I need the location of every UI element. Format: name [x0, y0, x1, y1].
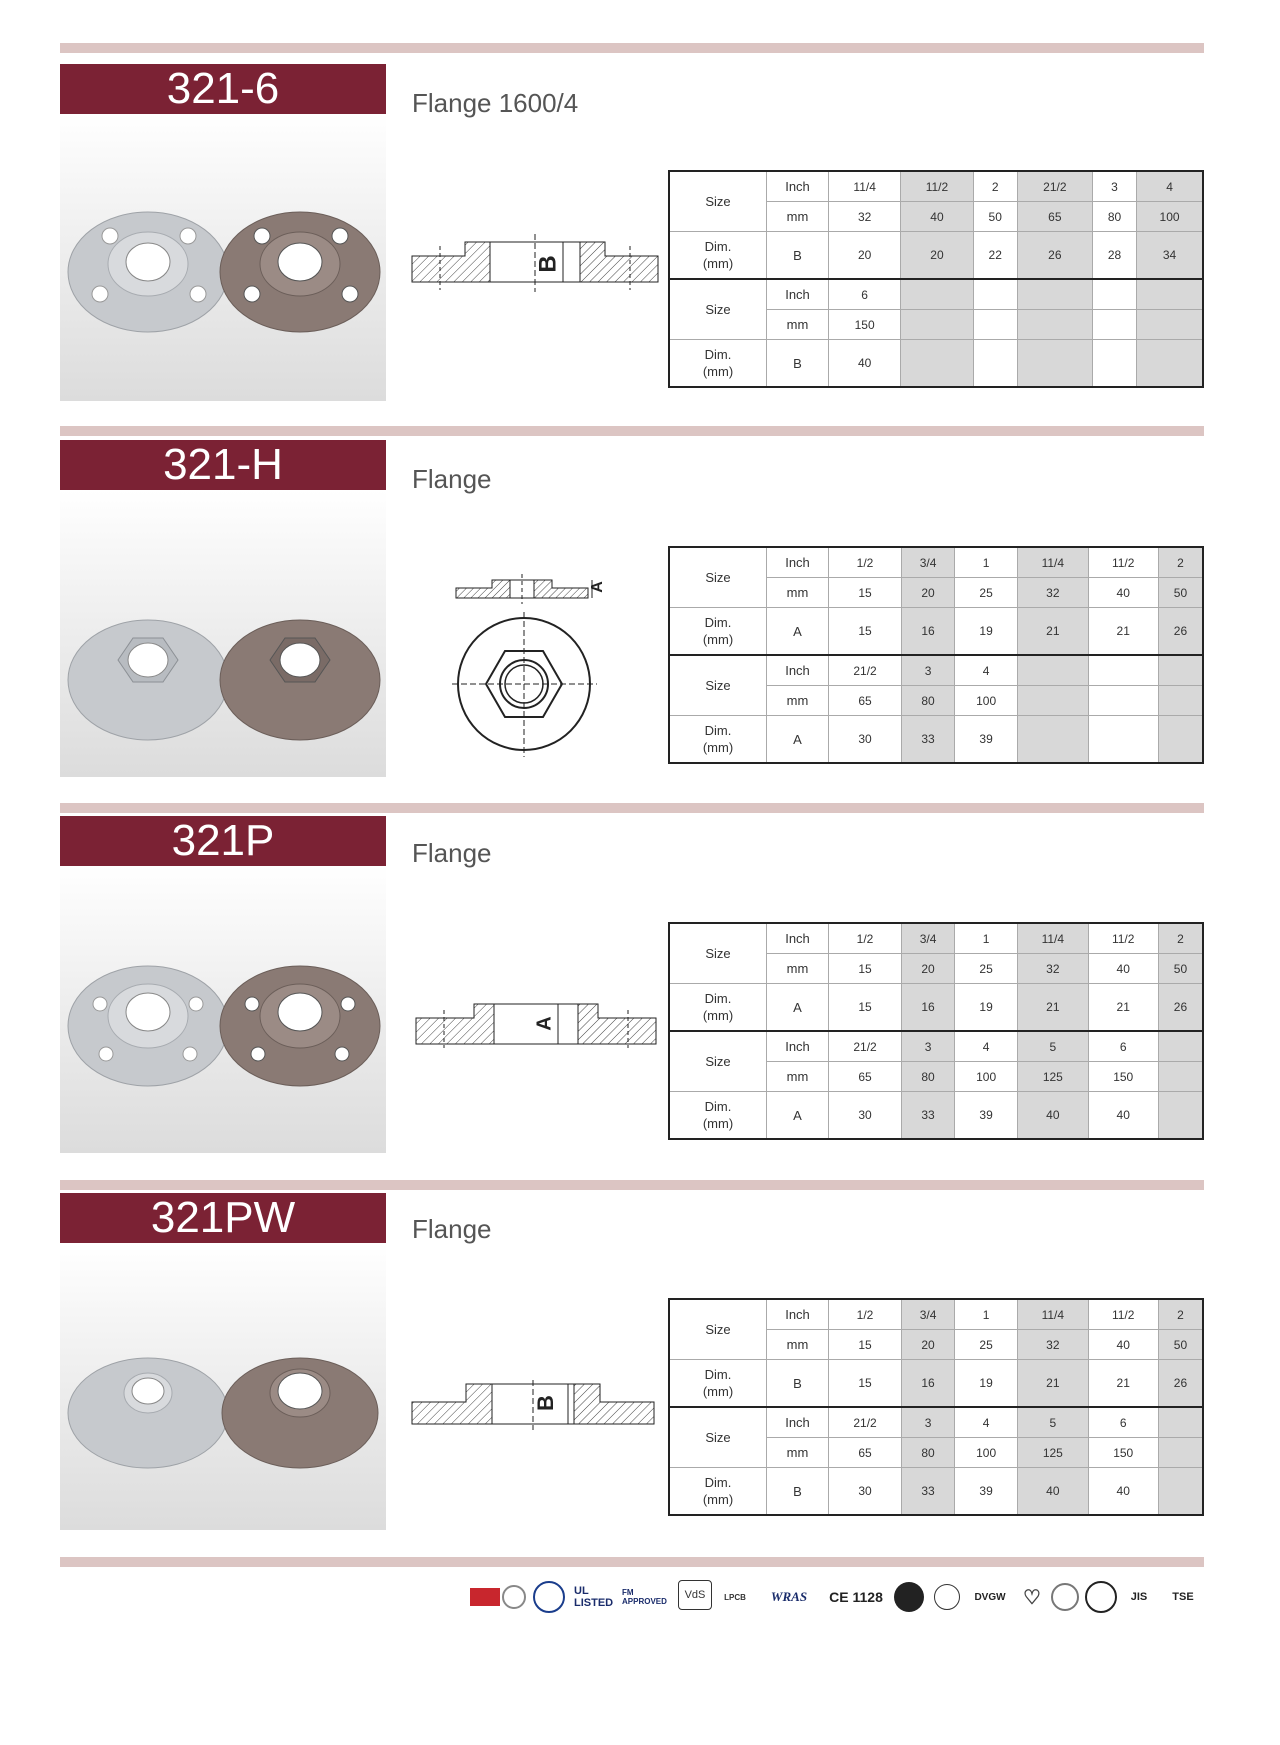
mm-cell: 15 — [829, 1330, 902, 1360]
dim-cell: 19 — [955, 1360, 1018, 1408]
dim-cell: 33 — [902, 1468, 955, 1516]
dimension-letter: A — [588, 581, 606, 593]
dim-cell: 21 — [1018, 1360, 1088, 1408]
table-row — [669, 1031, 1203, 1062]
table-row — [669, 716, 1203, 764]
mm-cell — [1088, 686, 1158, 716]
dim-cell: 26 — [1158, 608, 1203, 656]
inch-label: Inch — [767, 1407, 829, 1438]
mm-label: mm — [767, 1330, 829, 1360]
inch-cell: 11/4 — [829, 171, 901, 202]
inch-label: Inch — [767, 279, 829, 310]
mm-cell: 150 — [1088, 1438, 1158, 1468]
dim-cell: 20 — [901, 232, 973, 280]
dim-cell: 40 — [1088, 1092, 1158, 1140]
mm-cell: 100 — [955, 1438, 1018, 1468]
mm-cell: 15 — [829, 578, 902, 608]
table-row — [669, 340, 1203, 388]
dim-cell: 15 — [829, 984, 902, 1032]
dim-cell — [1158, 716, 1203, 764]
inch-cell: 5 — [1018, 1031, 1088, 1062]
dim-label — [669, 232, 767, 280]
table-row — [669, 232, 1203, 280]
inch-cell — [973, 279, 1017, 310]
dim-letter-cell: A — [767, 608, 829, 656]
mm-cell: 20 — [902, 954, 955, 984]
inch-cell: 11/2 — [1088, 1299, 1158, 1330]
dim-unit: (mm) — [702, 632, 734, 647]
inch-cell: 1 — [955, 1299, 1018, 1330]
inch-cell — [1158, 1031, 1203, 1062]
mm-label: mm — [767, 954, 829, 984]
dim-cell: 22 — [973, 232, 1017, 280]
inch-cell: 11/2 — [901, 171, 973, 202]
inch-cell: 3 — [902, 1031, 955, 1062]
product-photo — [60, 490, 386, 777]
flange-section-drawing — [410, 232, 660, 299]
dim-cell — [1158, 1092, 1203, 1140]
dim-cell: 16 — [902, 1360, 955, 1408]
mm-cell: 50 — [973, 202, 1017, 232]
section-divider — [60, 426, 1204, 436]
inch-cell: 21/2 — [829, 1031, 902, 1062]
mm-cell: 20 — [902, 1330, 955, 1360]
dim-letter-cell: A — [767, 984, 829, 1032]
mm-cell: 20 — [902, 578, 955, 608]
size-label: Size — [669, 1299, 767, 1360]
dim-cell: 30 — [829, 1468, 902, 1516]
dim-text: Dim. — [704, 615, 732, 630]
inch-cell: 11/4 — [1018, 1299, 1088, 1330]
mm-cell: 100 — [955, 1062, 1018, 1092]
product-title: Flange — [412, 838, 492, 868]
dim-cell: 33 — [902, 716, 955, 764]
mm-cell: 65 — [1017, 202, 1092, 232]
inch-cell: 11/2 — [1088, 547, 1158, 578]
size-table — [668, 170, 1204, 388]
dim-text: Dim. — [704, 1367, 732, 1382]
mm-cell: 25 — [955, 1330, 1018, 1360]
mm-cell: 32 — [1018, 578, 1088, 608]
inch-cell: 2 — [1158, 547, 1203, 578]
cert-logo-dvgw: DVGW — [974, 1591, 1006, 1603]
mm-label: mm — [767, 310, 829, 340]
dim-cell: 39 — [955, 1092, 1018, 1140]
dim-label — [669, 1468, 767, 1516]
mm-cell: 40 — [1088, 578, 1158, 608]
table-row — [669, 655, 1203, 686]
flange-section-drawing — [414, 1000, 658, 1053]
inch-cell: 21/2 — [829, 1407, 902, 1438]
dim-letter-cell: B — [767, 1468, 829, 1516]
mm-cell — [1137, 310, 1203, 340]
dim-letter-cell: B — [767, 232, 829, 280]
mm-cell: 80 — [902, 1062, 955, 1092]
mm-cell: 40 — [1088, 954, 1158, 984]
inch-label: Inch — [767, 171, 829, 202]
inch-cell: 4 — [955, 1407, 1018, 1438]
inch-cell: 4 — [955, 655, 1018, 686]
size-table — [668, 922, 1204, 1140]
dim-cell: 16 — [902, 608, 955, 656]
dim-cell: 40 — [1018, 1092, 1088, 1140]
size-table — [668, 1298, 1204, 1516]
mm-cell: 32 — [1018, 954, 1088, 984]
mm-cell — [1018, 686, 1088, 716]
table-row — [669, 1360, 1203, 1408]
cert-logo-fm: FM APPROVED — [622, 1588, 667, 1606]
mm-cell: 150 — [829, 310, 901, 340]
dim-cell — [901, 340, 973, 388]
dim-cell: 19 — [955, 984, 1018, 1032]
cert-logo-k — [1084, 1580, 1118, 1614]
dim-text: Dim. — [704, 991, 732, 1006]
product-code: 321PW — [60, 1193, 386, 1243]
table-row — [669, 1092, 1203, 1140]
cert-logo-lpcb: LPCB — [724, 1592, 746, 1602]
mm-cell: 32 — [829, 202, 901, 232]
product-title: Flange — [412, 464, 492, 494]
table-row — [669, 1407, 1203, 1438]
product-photo — [60, 114, 386, 401]
certification-logos — [470, 1580, 1204, 1620]
inch-cell: 2 — [1158, 1299, 1203, 1330]
size-label: Size — [669, 279, 767, 340]
inch-cell: 6 — [1088, 1031, 1158, 1062]
inch-cell — [1018, 655, 1088, 686]
cert-logo-ts — [932, 1580, 962, 1614]
table-row — [669, 1468, 1203, 1516]
inch-cell: 3/4 — [902, 547, 955, 578]
mm-cell: 80 — [902, 1438, 955, 1468]
dim-letter-cell: A — [767, 716, 829, 764]
product-photo — [60, 1243, 386, 1530]
dim-text: Dim. — [704, 1099, 732, 1114]
inch-cell — [1158, 1407, 1203, 1438]
cert-logo-pct — [892, 1580, 926, 1614]
mm-label: mm — [767, 202, 829, 232]
mm-cell — [901, 310, 973, 340]
dim-cell: 16 — [902, 984, 955, 1032]
product-code: 321-H — [60, 440, 386, 490]
mm-cell — [1092, 310, 1136, 340]
flange-plan-drawing — [452, 612, 597, 762]
mm-cell: 65 — [829, 1062, 902, 1092]
inch-cell: 2 — [973, 171, 1017, 202]
product-code: 321P — [60, 816, 386, 866]
cert-logo-seal — [1050, 1580, 1080, 1614]
mm-cell: 125 — [1018, 1438, 1088, 1468]
mm-label: mm — [767, 1438, 829, 1468]
mm-cell: 25 — [955, 954, 1018, 984]
dim-cell: 39 — [955, 716, 1018, 764]
flange-section-drawing — [410, 1380, 656, 1435]
inch-cell: 5 — [1018, 1407, 1088, 1438]
dim-label — [669, 1360, 767, 1408]
inch-cell: 1/2 — [829, 547, 902, 578]
mm-cell: 50 — [1158, 1330, 1203, 1360]
inch-cell — [1088, 655, 1158, 686]
dim-cell: 30 — [829, 1092, 902, 1140]
size-label: Size — [669, 655, 767, 716]
size-label: Size — [669, 547, 767, 608]
mm-cell: 100 — [1137, 202, 1203, 232]
dim-cell: 40 — [829, 340, 901, 388]
dim-label — [669, 1092, 767, 1140]
inch-cell — [1092, 279, 1136, 310]
dim-cell: 26 — [1017, 232, 1092, 280]
dim-cell — [1158, 1468, 1203, 1516]
inch-cell: 11/2 — [1088, 923, 1158, 954]
mm-cell: 80 — [902, 686, 955, 716]
inch-cell: 21/2 — [829, 655, 902, 686]
dim-cell: 26 — [1158, 1360, 1203, 1408]
mm-label: mm — [767, 578, 829, 608]
inch-label: Inch — [767, 1299, 829, 1330]
dim-letter-cell: A — [767, 1092, 829, 1140]
size-label: Size — [669, 1031, 767, 1092]
mm-cell: 50 — [1158, 954, 1203, 984]
dim-cell: 15 — [829, 1360, 902, 1408]
mm-label: mm — [767, 1062, 829, 1092]
product-title: Flange — [412, 1214, 492, 1244]
inch-cell: 3/4 — [902, 923, 955, 954]
dim-cell: 40 — [1018, 1468, 1088, 1516]
inch-cell: 6 — [1088, 1407, 1158, 1438]
dimension-letter: B — [534, 255, 562, 273]
dim-unit: (mm) — [702, 256, 734, 271]
cert-logo-ce: CE 1128 — [829, 1589, 883, 1605]
dim-label — [669, 984, 767, 1032]
dim-cell: 15 — [829, 608, 902, 656]
mm-cell: 32 — [1018, 1330, 1088, 1360]
mm-cell: 150 — [1088, 1062, 1158, 1092]
product-code: 321-6 — [60, 64, 386, 114]
product-photo — [60, 866, 386, 1153]
dim-cell — [1088, 716, 1158, 764]
mm-cell — [973, 310, 1017, 340]
inch-cell: 1/2 — [829, 923, 902, 954]
inch-cell: 11/4 — [1018, 923, 1088, 954]
dim-text: Dim. — [704, 347, 732, 362]
mm-cell — [1158, 686, 1203, 716]
section-divider — [60, 803, 1204, 813]
inch-cell: 4 — [1137, 171, 1203, 202]
mm-cell: 15 — [829, 954, 902, 984]
dim-unit: (mm) — [702, 1008, 734, 1023]
dim-cell: 21 — [1088, 1360, 1158, 1408]
table-row — [669, 984, 1203, 1032]
cert-logo-jis: JIS — [1130, 1591, 1148, 1603]
dim-cell: 28 — [1092, 232, 1136, 280]
dim-label — [669, 608, 767, 656]
size-label: Size — [669, 923, 767, 984]
dim-unit: (mm) — [702, 1492, 734, 1507]
inch-label: Inch — [767, 655, 829, 686]
dim-label — [669, 340, 767, 388]
dim-unit: (mm) — [702, 1116, 734, 1131]
inch-label: Inch — [767, 923, 829, 954]
inch-cell: 3 — [902, 655, 955, 686]
section-divider — [60, 1557, 1204, 1567]
dim-cell: 26 — [1158, 984, 1203, 1032]
inch-cell: 11/4 — [1018, 547, 1088, 578]
dim-cell: 39 — [955, 1468, 1018, 1516]
inch-cell: 1/2 — [829, 1299, 902, 1330]
dim-cell: 34 — [1137, 232, 1203, 280]
dim-cell — [1092, 340, 1136, 388]
dim-cell — [1018, 716, 1088, 764]
inch-cell — [1017, 279, 1092, 310]
table-row — [669, 923, 1203, 954]
table-row — [669, 547, 1203, 578]
table-row — [669, 279, 1203, 310]
dim-cell — [1137, 340, 1203, 388]
inch-cell: 3 — [1092, 171, 1136, 202]
mm-cell: 50 — [1158, 578, 1203, 608]
mm-cell: 100 — [955, 686, 1018, 716]
mm-cell: 40 — [1088, 1330, 1158, 1360]
dim-label — [669, 716, 767, 764]
dim-cell: 21 — [1018, 608, 1088, 656]
inch-label: Inch — [767, 547, 829, 578]
mm-cell: 40 — [901, 202, 973, 232]
size-table — [668, 546, 1204, 764]
cert-logo-vds: VdS — [678, 1580, 712, 1610]
cert-logo-ul: UL LISTED — [574, 1585, 614, 1609]
inch-cell: 1 — [955, 547, 1018, 578]
inch-cell: 3/4 — [902, 1299, 955, 1330]
dim-cell: 30 — [829, 716, 902, 764]
mm-cell: 125 — [1018, 1062, 1088, 1092]
cert-logo-1 — [470, 1580, 526, 1614]
dim-cell: 21 — [1088, 984, 1158, 1032]
mm-cell — [1017, 310, 1092, 340]
table-row — [669, 608, 1203, 656]
table-row — [669, 171, 1203, 202]
mm-cell — [1158, 1062, 1203, 1092]
inch-cell: 4 — [955, 1031, 1018, 1062]
dim-text: Dim. — [704, 723, 732, 738]
inch-cell: 2 — [1158, 923, 1203, 954]
product-title: Flange 1600/4 — [412, 88, 579, 118]
inch-cell: 21/2 — [1017, 171, 1092, 202]
dim-cell: 20 — [829, 232, 901, 280]
size-label: Size — [669, 171, 767, 232]
size-label: Size — [669, 1407, 767, 1468]
flange-section-drawing — [452, 574, 612, 609]
dim-unit: (mm) — [702, 1384, 734, 1399]
cert-logo-2 — [532, 1580, 566, 1614]
dim-text: Dim. — [704, 239, 732, 254]
dim-cell: 21 — [1088, 608, 1158, 656]
inch-cell: 3 — [902, 1407, 955, 1438]
dim-cell: 19 — [955, 608, 1018, 656]
dim-cell — [1017, 340, 1092, 388]
dim-unit: (mm) — [702, 364, 734, 379]
dim-cell — [973, 340, 1017, 388]
mm-cell — [1158, 1438, 1203, 1468]
inch-label: Inch — [767, 1031, 829, 1062]
mm-cell: 65 — [829, 686, 902, 716]
section-divider — [60, 43, 1204, 53]
inch-cell — [1137, 279, 1203, 310]
cert-logo-wras: WRAS — [770, 1589, 808, 1604]
mm-label: mm — [767, 686, 829, 716]
inch-cell: 6 — [829, 279, 901, 310]
mm-cell: 80 — [1092, 202, 1136, 232]
dim-cell: 21 — [1018, 984, 1088, 1032]
mm-cell: 25 — [955, 578, 1018, 608]
dim-letter-cell: B — [767, 340, 829, 388]
inch-cell — [901, 279, 973, 310]
mm-cell: 65 — [829, 1438, 902, 1468]
dim-unit: (mm) — [702, 740, 734, 755]
dim-text: Dim. — [704, 1475, 732, 1490]
section-divider — [60, 1180, 1204, 1190]
cert-logo-tse: TSE — [1172, 1591, 1194, 1603]
dimension-letter: A — [533, 1016, 556, 1031]
cert-logo-heart: ♡ — [1023, 1586, 1041, 1609]
dim-letter-cell: B — [767, 1360, 829, 1408]
table-row — [669, 1299, 1203, 1330]
dim-cell: 40 — [1088, 1468, 1158, 1516]
inch-cell — [1158, 655, 1203, 686]
dimension-letter: B — [532, 1395, 558, 1411]
dim-cell: 33 — [902, 1092, 955, 1140]
inch-cell: 1 — [955, 923, 1018, 954]
